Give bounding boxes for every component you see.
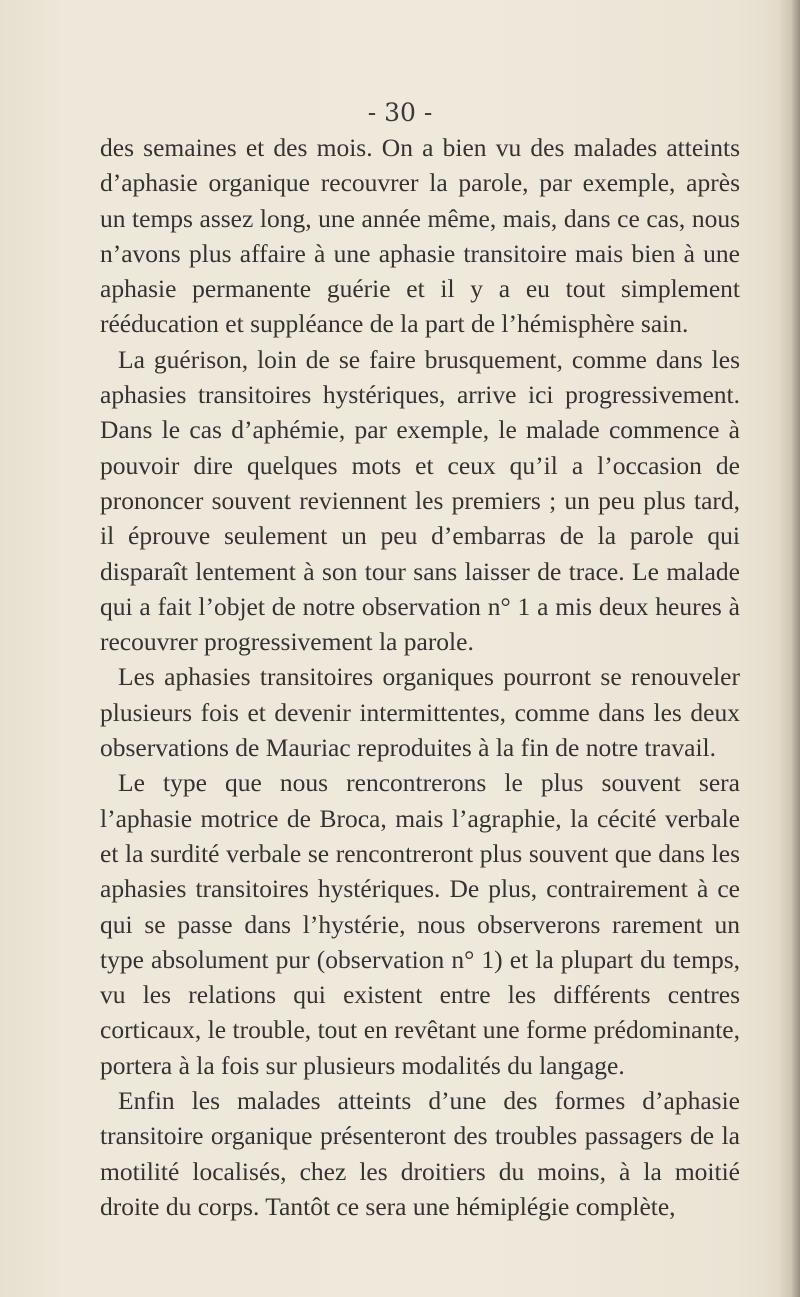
paragraph: Les aphasies transitoires organiques pourront se renouveler plusieurs fois et devenir intermittentes, comme dans les deux observations de Mauriac reproduites à la fin de notre travail. bbox=[100, 662, 740, 763]
page-edge-shadow bbox=[778, 0, 800, 1297]
paragraph: La guérison, loin de se faire brusquement, comme dans les aphasies transitoires hystériques, arrive ici progressivement. Dans le cas d’aphémie, par exemple, le malade commence à pouvoir dire quelques mots et ceux qu’il a l’occasion de prononcer souvent reviennent les premiers ; un peu plus tard, il éprouve seulement un peu d’embarras de la parole qui disparaît lentement à son tour sans laisser de trace. Le malade qui a fait l’objet de notre observation n° 1 a mis deux heures à recouvrer progressivement la parole. bbox=[100, 344, 740, 657]
page-number: - 30 - bbox=[367, 98, 433, 127]
body-text bbox=[100, 130, 740, 1224]
paragraph: des semaines et des mois. On a bien vu des malades atteints d’aphasie organique recouvrer la parole, par exemple, après un temps assez long, une année même, mais, dans ce cas, nous n’avons plus affaire à une aphasie transitoire mais bien à une aphasie permanente guérie et il y a eu tout simplement rééducation et suppléance de la part de l’hémisphère sain. bbox=[100, 133, 740, 339]
paragraph: Le type que nous rencontrerons le plus souvent sera l’aphasie motrice de Broca, mais l’agraphie, la cécité verbale et la surdité verbale se rencontreront plus souvent que dans les aphasies transitoires hystériques. De plus, contrairement à ce qui se passe dans l’hystérie, nous observerons rarement un type absolument pur (observation n° 1) et la plupart du temps, vu les relations qui existent entre les différents centres corticaux, le trouble, tout en revêtant une forme prédominante, portera à la fois sur plusieurs modalités du langage. bbox=[100, 768, 740, 1080]
paragraph: Enfin les malades atteints d’une des formes d’aphasie transitoire organique présenteront des troubles passagers de la motilité localisés, chez les droitiers du moins, à la moitié droite du corps. Tantôt ce sera une hémiplégie complète, bbox=[100, 1086, 740, 1221]
